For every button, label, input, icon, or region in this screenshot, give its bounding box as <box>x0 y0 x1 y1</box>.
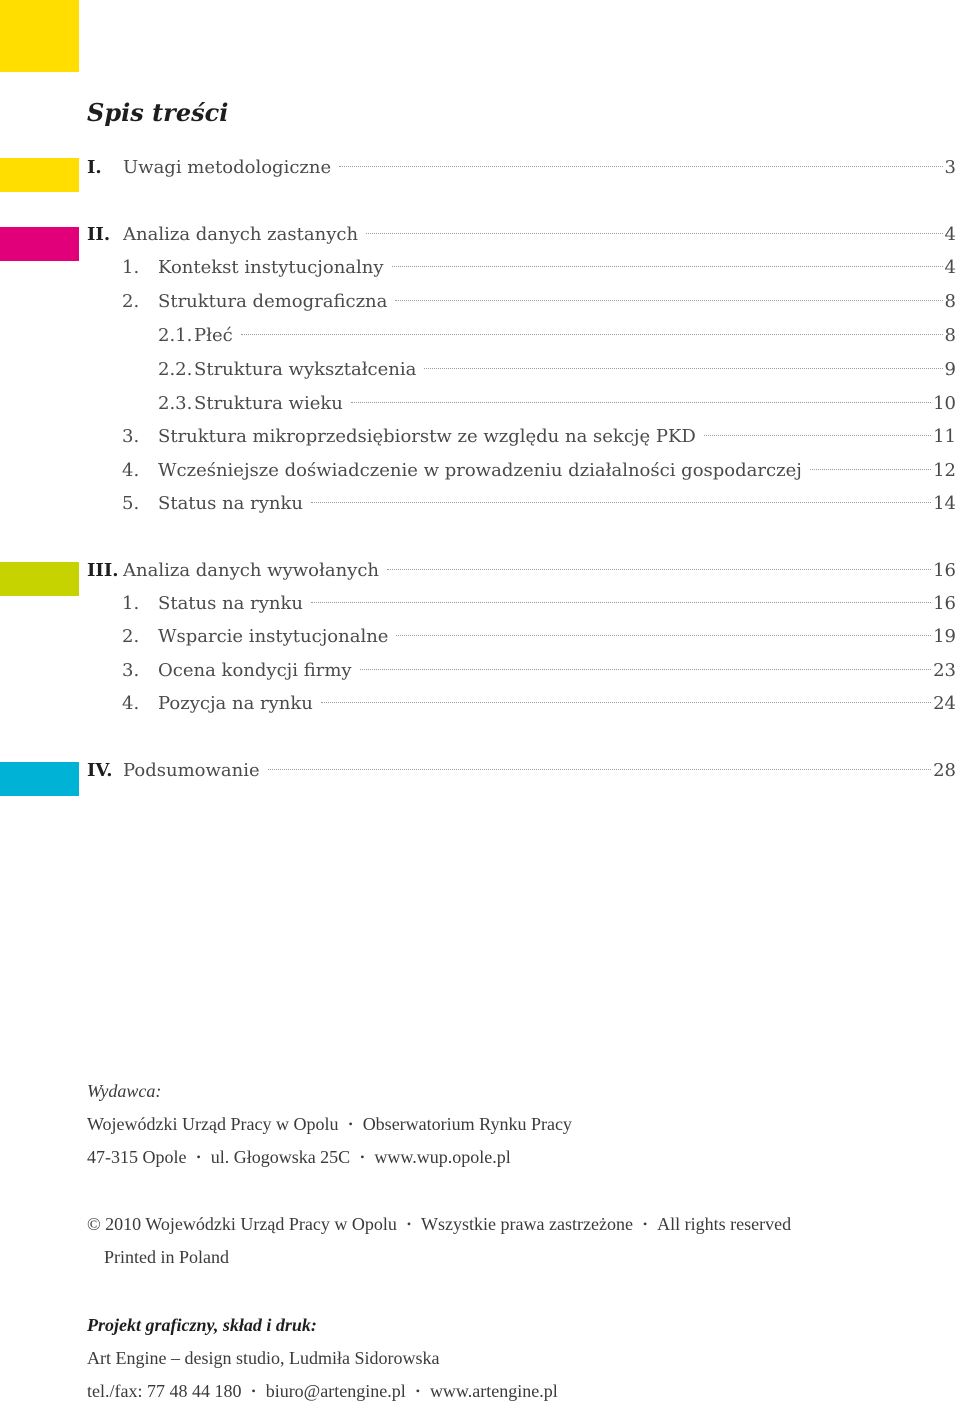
toc-entry <box>122 487 956 521</box>
toc-entry-page: 11 <box>933 426 956 447</box>
toc-leader-dots <box>424 368 942 369</box>
toc-entry-label: Pozycja na rynku <box>158 693 313 714</box>
toc-entry-label: Uwagi metodologiczne <box>123 157 332 178</box>
toc-entry <box>122 251 956 285</box>
toc-entry-page: 8 <box>944 291 956 312</box>
toc-entry-number: 1. <box>122 593 140 614</box>
section-4-tab <box>0 762 79 796</box>
publisher-line-2 <box>87 1145 511 1171</box>
publisher-name: Wojewódzki Urząd Pracy w Opolu <box>87 1114 339 1134</box>
copyright-line-2 <box>104 1245 229 1269</box>
toc-entry <box>122 687 956 721</box>
toc-entry-number: 5. <box>122 493 140 514</box>
design-heading-text: Projekt graficzny, skład i druk: <box>87 1315 317 1335</box>
design-studio: Art Engine – design studio, Ludmiła Sidorowska <box>87 1348 440 1368</box>
rights-reserved-pl: Wszystkie prawa zastrzeżone <box>421 1214 633 1234</box>
toc-leader-dots <box>366 233 943 234</box>
toc-entry-page: 12 <box>933 460 956 481</box>
toc-entry-number: 4. <box>122 460 140 481</box>
toc-entry <box>158 387 956 421</box>
toc-entry <box>87 554 956 588</box>
yellow-corner-tab <box>0 0 79 72</box>
toc-entry-label: Status na rynku <box>158 493 303 514</box>
publisher-line-1 <box>87 1112 572 1138</box>
toc-entry-label: Status na rynku <box>158 593 303 614</box>
toc-entry-page: 23 <box>933 660 956 681</box>
rights-reserved-en: All rights reserved <box>657 1214 792 1234</box>
copyright-notice: © 2010 Wojewódzki Urząd Pracy w Opolu <box>87 1214 397 1234</box>
toc-entry-number: 4. <box>122 693 140 714</box>
design-heading <box>87 1313 317 1337</box>
toc-entry-page: 10 <box>933 393 956 414</box>
toc-entry <box>122 285 956 319</box>
toc-entry-label: Wcześniejsze doświadczenie w prowadzeniu działalności gospodarczej <box>158 460 802 481</box>
bullet-separator: • <box>360 1150 365 1164</box>
toc-entry-label: Struktura wykształcenia <box>194 359 417 380</box>
design-line-1 <box>87 1346 439 1370</box>
toc-entry-label: Podsumowanie <box>123 760 260 781</box>
toc-entry <box>122 420 956 454</box>
publisher-website: www.wup.opole.pl <box>374 1147 511 1167</box>
toc-entry <box>122 587 956 621</box>
toc-entry-label: Ocena kondycji firmy <box>158 660 352 681</box>
toc-leader-dots <box>360 669 932 670</box>
toc-entry-label: Struktura wieku <box>194 393 343 414</box>
bullet-separator: • <box>415 1384 420 1398</box>
toc-leader-dots <box>311 502 931 503</box>
toc-leader-dots <box>241 334 943 335</box>
toc-leader-dots <box>321 702 931 703</box>
publisher-postcode: 47-315 Opole <box>87 1147 187 1167</box>
toc-entry <box>122 654 956 688</box>
bullet-separator: • <box>406 1217 412 1231</box>
toc-leader-dots <box>268 769 931 770</box>
publisher-department: Obserwatorium Rynku Pracy <box>362 1114 572 1134</box>
section-1-tab <box>0 158 79 192</box>
toc-entry-page: 16 <box>933 593 956 614</box>
toc-entry-number: 2. <box>122 291 140 312</box>
toc-entry-number: 3. <box>122 660 140 681</box>
toc-entry <box>87 218 956 252</box>
toc-leader-dots <box>311 602 931 603</box>
toc-entry-number: 2.1. <box>158 325 193 346</box>
design-phone: tel./fax: 77 48 44 180 <box>87 1381 242 1401</box>
toc-leader-dots <box>339 166 942 167</box>
bullet-separator: • <box>642 1217 648 1231</box>
copyright-line-1 <box>87 1212 791 1238</box>
publisher-street: ul. Głogowska 25C <box>210 1147 351 1167</box>
toc-entry-label: Analiza danych zastanych <box>123 224 359 245</box>
toc-entry <box>122 620 956 654</box>
toc-entry-label: Struktura mikroprzedsiębiorstw ze względu na sekcję PKD <box>158 426 696 447</box>
toc-leader-dots <box>810 469 931 470</box>
toc-leader-dots <box>392 266 943 267</box>
toc-leader-dots <box>387 569 931 570</box>
printed-in: Printed in Poland <box>104 1247 229 1267</box>
toc-entry-label: Płeć <box>194 325 233 346</box>
toc-entry-page: 3 <box>944 157 956 178</box>
toc-entry <box>122 454 956 488</box>
publisher-heading-text: Wydawca: <box>87 1081 162 1101</box>
toc-entry <box>87 754 956 788</box>
toc-entry-label: Wsparcie instytucjonalne <box>158 626 389 647</box>
toc-entry-number: 1. <box>122 257 140 278</box>
toc-entry <box>158 319 956 353</box>
toc-entry-page: 9 <box>944 359 956 380</box>
design-line-2 <box>87 1379 558 1405</box>
toc-entry-page: 28 <box>933 760 956 781</box>
toc-entry-number: I. <box>87 157 102 178</box>
toc-entry-number: 2. <box>122 626 140 647</box>
toc-entry-page: 4 <box>944 257 956 278</box>
page-title: Spis treści <box>87 98 229 127</box>
toc-leader-dots <box>351 402 931 403</box>
bullet-separator: • <box>196 1150 201 1164</box>
section-2-tab <box>0 227 79 261</box>
toc-entry-label: Kontekst instytucjonalny <box>158 257 384 278</box>
toc-entry-page: 14 <box>933 493 956 514</box>
toc-leader-dots <box>396 635 931 636</box>
toc-entry-label: Struktura demograficzna <box>158 291 388 312</box>
toc-entry-page: 24 <box>933 693 956 714</box>
design-email: biuro@artengine.pl <box>265 1381 406 1401</box>
bullet-separator: • <box>251 1384 256 1398</box>
toc-entry-number: III. <box>87 560 119 581</box>
toc-entry <box>158 353 956 387</box>
toc-entry <box>87 151 956 185</box>
toc-entry-page: 4 <box>944 224 956 245</box>
toc-entry-number: 2.2. <box>158 359 193 380</box>
toc-entry-number: IV. <box>87 760 113 781</box>
toc-leader-dots <box>704 435 931 436</box>
section-3-tab <box>0 562 79 596</box>
toc-entry-number: 2.3. <box>158 393 193 414</box>
toc-entry-page: 19 <box>933 626 956 647</box>
design-website: www.artengine.pl <box>429 1381 558 1401</box>
toc-entry-page: 16 <box>933 560 956 581</box>
bullet-separator: • <box>348 1117 353 1131</box>
toc-entry-page: 8 <box>944 325 956 346</box>
toc-entry-label: Analiza danych wywołanych <box>123 560 380 581</box>
toc-leader-dots <box>395 300 942 301</box>
toc-entry-number: II. <box>87 224 111 245</box>
toc-entry-number: 3. <box>122 426 140 447</box>
publisher-heading <box>87 1079 161 1103</box>
